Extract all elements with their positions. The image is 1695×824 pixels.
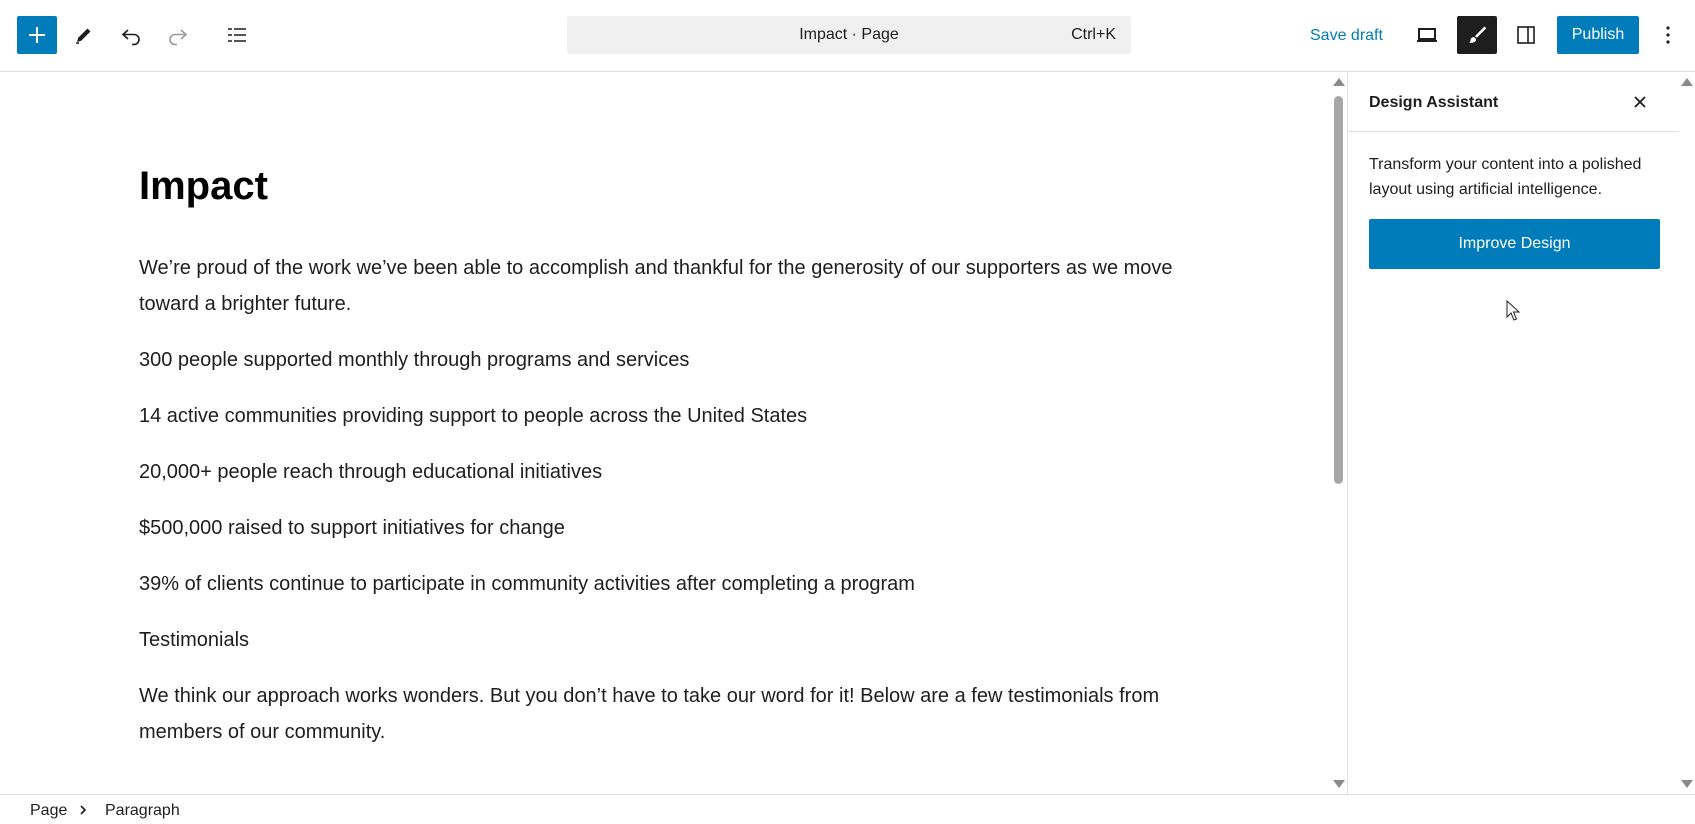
redo-button[interactable] <box>158 16 198 54</box>
post-content <box>139 162 1209 770</box>
paragraph-block[interactable]: 14 active communities providing support to people across the United States <box>139 405 808 427</box>
paragraph-block[interactable]: 39% of clients continue to participate in community activities after completing a program <box>139 573 915 595</box>
design-assistant-sidebar <box>1348 72 1679 794</box>
mouse-cursor-icon <box>1506 300 1520 322</box>
document-title: Impact · Page <box>799 26 899 43</box>
breadcrumb-item-page[interactable]: Page <box>30 802 68 819</box>
chevron-right-icon <box>77 804 89 816</box>
breadcrumb-item-paragraph[interactable]: Paragraph <box>105 802 180 819</box>
paragraph-block[interactable]: 20,000+ people reach through educational initiatives <box>139 461 603 483</box>
undo-button[interactable] <box>111 16 151 54</box>
scroll-up-arrow-icon[interactable] <box>1681 78 1693 86</box>
tools-button[interactable] <box>64 16 104 54</box>
editor-canvas[interactable] <box>0 72 1330 794</box>
list-view-icon <box>225 23 249 47</box>
desktop-preview-icon <box>1415 23 1439 47</box>
sidebar-header <box>1348 72 1679 132</box>
publish-button[interactable]: Publish <box>1557 16 1639 54</box>
plus-icon <box>25 23 49 47</box>
scroll-down-arrow-icon[interactable] <box>1333 780 1345 788</box>
block-breadcrumb <box>0 794 1695 824</box>
paragraph-block[interactable]: 300 people supported monthly through programs and services <box>139 349 690 371</box>
sidebar-scrollbar[interactable] <box>1679 72 1695 794</box>
scroll-down-arrow-icon[interactable] <box>1681 780 1693 788</box>
block-inserter-button[interactable] <box>17 16 57 54</box>
sidebar-description: Transform your content into a polished layout using artificial intelligence. <box>1369 156 1642 198</box>
paragraph-block[interactable]: Testimonials <box>139 629 250 651</box>
editor-header <box>0 0 1695 72</box>
scroll-up-arrow-icon[interactable] <box>1333 78 1345 86</box>
preview-button[interactable] <box>1407 16 1447 54</box>
command-palette-bar[interactable] <box>567 16 1131 54</box>
paragraph-block[interactable]: We think our approach works wonders. But you don’t have to take our word for it! Below are a few testimonials from members of our community. <box>139 685 1160 743</box>
brush-icon <box>1465 23 1489 47</box>
post-title[interactable]: Impact <box>139 164 268 208</box>
improve-design-button[interactable]: Improve Design <box>1369 219 1660 269</box>
document-overview-button[interactable] <box>217 16 257 54</box>
scrollbar-thumb[interactable] <box>1334 96 1343 484</box>
more-vertical-icon <box>1656 23 1680 47</box>
options-button[interactable] <box>1650 16 1686 54</box>
paragraph-block[interactable]: We’re proud of the work we’ve been able to accomplish and thankful for the generosity of our supporters as we move toward a brighter future. <box>139 257 1173 315</box>
styles-button[interactable] <box>1457 16 1497 54</box>
command-shortcut: Ctrl+K <box>1071 26 1116 43</box>
save-draft-button[interactable]: Save draft <box>1310 27 1383 44</box>
pencil-icon <box>72 23 96 47</box>
sidebar-toggle-icon <box>1514 23 1538 47</box>
paragraph-block[interactable]: $500,000 raised to support initiatives for change <box>139 517 565 539</box>
close-icon <box>1630 92 1650 112</box>
sidebar-title: Design Assistant <box>1369 94 1499 111</box>
redo-icon <box>166 23 190 47</box>
close-sidebar-button[interactable] <box>1624 86 1656 118</box>
settings-sidebar-button[interactable] <box>1506 16 1546 54</box>
canvas-scrollbar[interactable] <box>1330 72 1347 794</box>
undo-icon <box>119 23 143 47</box>
